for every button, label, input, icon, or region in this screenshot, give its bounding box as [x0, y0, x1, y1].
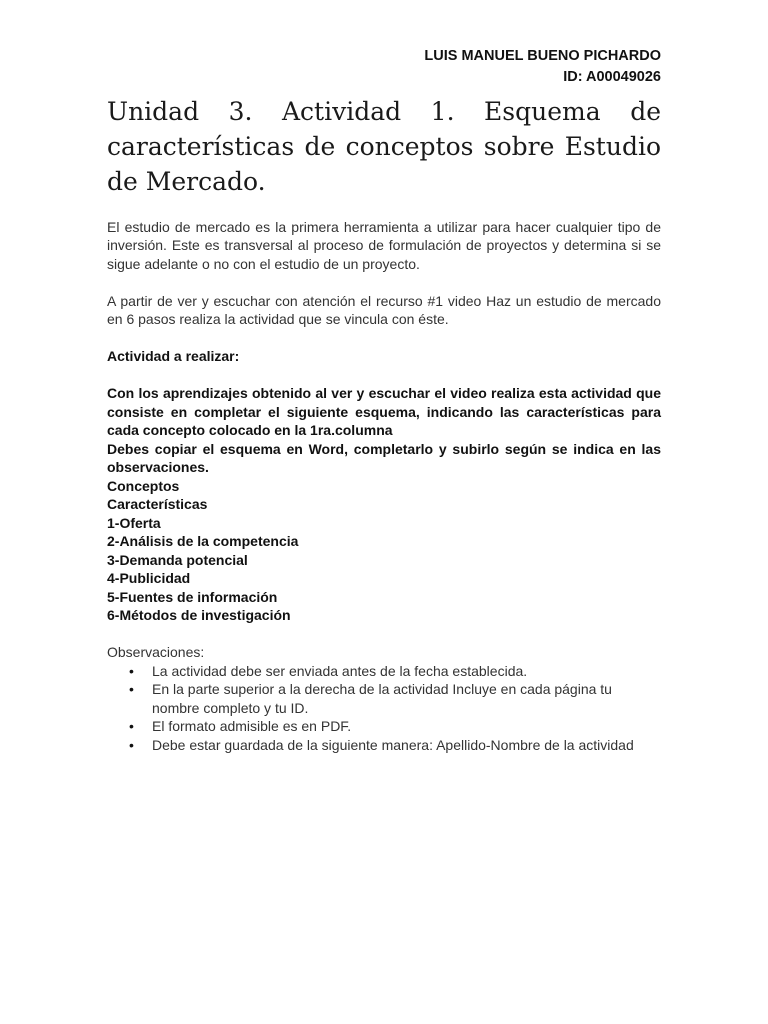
observation-text: El formato admisible es en PDF. — [152, 718, 352, 734]
concept-item: 5-Fuentes de información — [107, 588, 278, 605]
bullet-icon: • — [129, 736, 134, 753]
observation-item — [107, 717, 661, 736]
author-block — [107, 46, 661, 88]
document-title: Unidad 3. Actividad 1. Esquema de características de conceptos sobre Estudio de Mercado. — [107, 97, 661, 196]
observation-text: En la parte superior a la derecha de la actividad Incluye en cada página tu nombre completo y tu ID. — [152, 681, 612, 716]
bullet-icon: • — [129, 681, 134, 697]
observation-item — [107, 736, 661, 755]
concept-item: 4-Publicidad — [107, 570, 191, 586]
bullet-icon: • — [129, 718, 134, 734]
activity-instruction-1: Con los aprendizajes obtenido al ver y escuchar el video realiza esta actividad que consiste en completar el siguiente esquema, indicando las características para cada concepto colocado en la 1ra.columna — [107, 385, 661, 438]
concept-list — [107, 477, 661, 625]
concept-item: 6-Métodos de investigación — [107, 607, 291, 623]
characteristics-header: Características — [107, 496, 208, 512]
activity-instruction-2: Debes copiar el esquema en Word, completarlo y subirlo según se indica en las observaciones. — [107, 440, 661, 475]
activity-heading: Actividad a realizar: — [107, 348, 240, 364]
bullet-icon: • — [129, 662, 134, 679]
observation-text: La actividad debe ser enviada antes de la fecha establecida. — [152, 662, 528, 679]
observations-label: Observaciones: — [107, 644, 205, 660]
intro-paragraph-2: A partir de ver y escuchar con atención el recurso #1 video Haz un estudio de mercado en 6 pasos realiza la actividad que se vincula con éste. — [107, 292, 661, 327]
concept-list-header: Conceptos — [107, 477, 180, 494]
concept-item: 3-Demanda potencial — [107, 551, 248, 568]
observation-item — [107, 662, 661, 681]
document-page — [107, 46, 661, 754]
concept-item: 2-Análisis de la competencia — [107, 533, 299, 549]
observations-list — [107, 662, 661, 755]
author-name: LUIS MANUEL BUENO PICHARDO — [424, 48, 661, 64]
intro-paragraph-1: El estudio de mercado es la primera herramienta a utilizar para hacer cualquier tipo de inversión. Este es transversal al proceso de formulación de proyectos y determina si se sigue adelante o no con el estudio de un proyecto. — [107, 218, 661, 272]
observation-item — [107, 680, 661, 717]
observation-text: Debe estar guardada de la siguiente manera: Apellido-Nombre de la actividad — [152, 736, 634, 753]
author-id: ID: A00049026 — [563, 69, 661, 85]
concept-item: 1-Oferta — [107, 514, 161, 531]
